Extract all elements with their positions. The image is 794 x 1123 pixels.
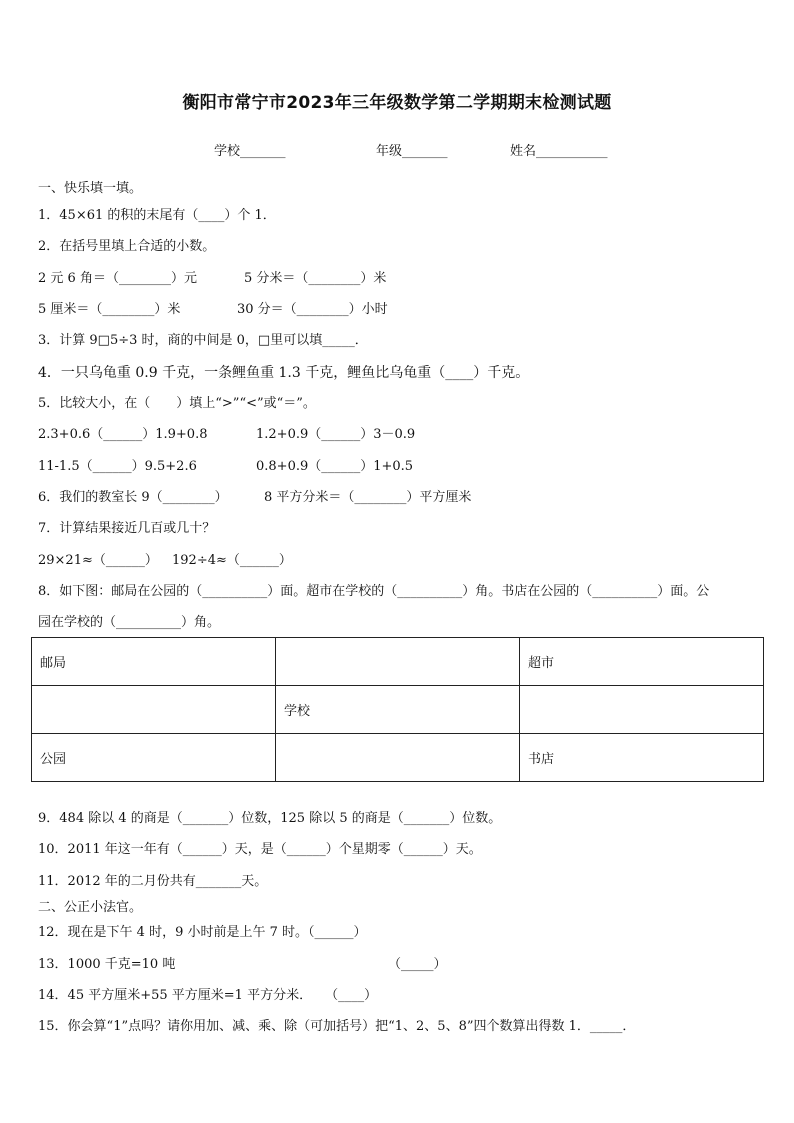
table-cell bbox=[520, 686, 764, 734]
question-2: 2．在括号里填上合适的小数。 bbox=[38, 239, 216, 254]
table-cell: 超市 bbox=[520, 638, 764, 686]
question-4: 4．一只乌龟重 0.9 千克，一条鲤鱼重 1.3 千克，鲤鱼比乌龟重（____）千克。 bbox=[38, 365, 530, 381]
question-8-line1: 8．如下图：邮局在公园的（__________）面。超市在学校的（__________）角。书店在公园的（__________）面。公 bbox=[38, 584, 710, 599]
table-cell: 学校 bbox=[276, 686, 520, 734]
grade-field: 年级_______ bbox=[376, 144, 448, 159]
school-field: 学校_______ bbox=[214, 144, 286, 159]
question-14: 14．45 平方厘米+55 平方厘米=1 平方分米． （____） bbox=[38, 988, 378, 1003]
question-15: 15．你会算“1”点吗？请你用加、减、乘、除（可加括号）把“1、2、5、8”四个数算出得数 1．_____． bbox=[38, 1019, 636, 1034]
question-7a: 29×21≈（______） bbox=[38, 553, 158, 568]
question-2a: 2 元 6 角＝（________）元 bbox=[38, 271, 197, 286]
question-9: 9．484 除以 4 的商是（_______）位数，125 除以 5 的商是（_______）位数。 bbox=[38, 811, 502, 826]
question-6a: 6．我们的教室长 9（________） bbox=[38, 490, 228, 505]
section-heading-fill: 一、快乐填一填。 bbox=[38, 181, 143, 196]
table-cell: 书店 bbox=[520, 734, 764, 782]
name-field: 姓名___________ bbox=[510, 144, 608, 159]
section-heading-judge: 二、公正小法官。 bbox=[38, 900, 143, 915]
map-grid-table bbox=[31, 637, 764, 782]
question-2d: 30 分＝（________）小时 bbox=[237, 302, 388, 317]
question-11: 11．2012 年的二月份共有_______天。 bbox=[38, 874, 268, 889]
table-cell: 邮局 bbox=[32, 638, 276, 686]
table-cell bbox=[276, 638, 520, 686]
page-title: 衡阳市常宁市2023年三年级数学第二学期期末检测试题 bbox=[182, 93, 612, 113]
question-7b: 192÷4≈（______） bbox=[172, 553, 292, 568]
table-row bbox=[32, 734, 764, 782]
table-row bbox=[32, 686, 764, 734]
question-7: 7．计算结果接近几百或几十？ bbox=[38, 521, 216, 536]
question-3: 3．计算 9□5÷3 时，商的中间是 0，□里可以填_____． bbox=[38, 333, 368, 348]
table-cell: 公园 bbox=[32, 734, 276, 782]
question-13: 13．1000 千克=10 吨 bbox=[38, 957, 176, 972]
question-2c: 5 厘米＝（________）米 bbox=[38, 302, 181, 317]
question-5a: 2.3+0.6（______）1.9+0.8 bbox=[38, 427, 208, 442]
question-5c: 11-1.5（______）9.5+2.6 bbox=[38, 459, 197, 474]
question-10: 10．2011 年这一年有（______）天，是（______）个星期零（______）天。 bbox=[38, 842, 482, 857]
question-5: 5．比较大小，在（ ）填上“>”“<”或“＝”。 bbox=[38, 396, 316, 411]
table-cell bbox=[276, 734, 520, 782]
question-1: 1．45×61 的积的末尾有（____）个 1． bbox=[38, 208, 276, 223]
question-5b: 1.2+0.9（______）3－0.9 bbox=[256, 427, 416, 442]
question-6b: 8 平方分米＝（________）平方厘米 bbox=[264, 490, 472, 505]
question-12: 12．现在是下午 4 时，9 小时前是上午 7 时。（______） bbox=[38, 925, 367, 940]
question-13-answer: （_____） bbox=[388, 957, 447, 972]
question-2b: 5 分米＝（________）米 bbox=[244, 271, 387, 286]
question-5d: 0.8+0.9（______）1+0.5 bbox=[256, 459, 414, 474]
table-row bbox=[32, 638, 764, 686]
question-8-line2: 园在学校的（__________）角。 bbox=[38, 615, 221, 630]
table-cell bbox=[32, 686, 276, 734]
